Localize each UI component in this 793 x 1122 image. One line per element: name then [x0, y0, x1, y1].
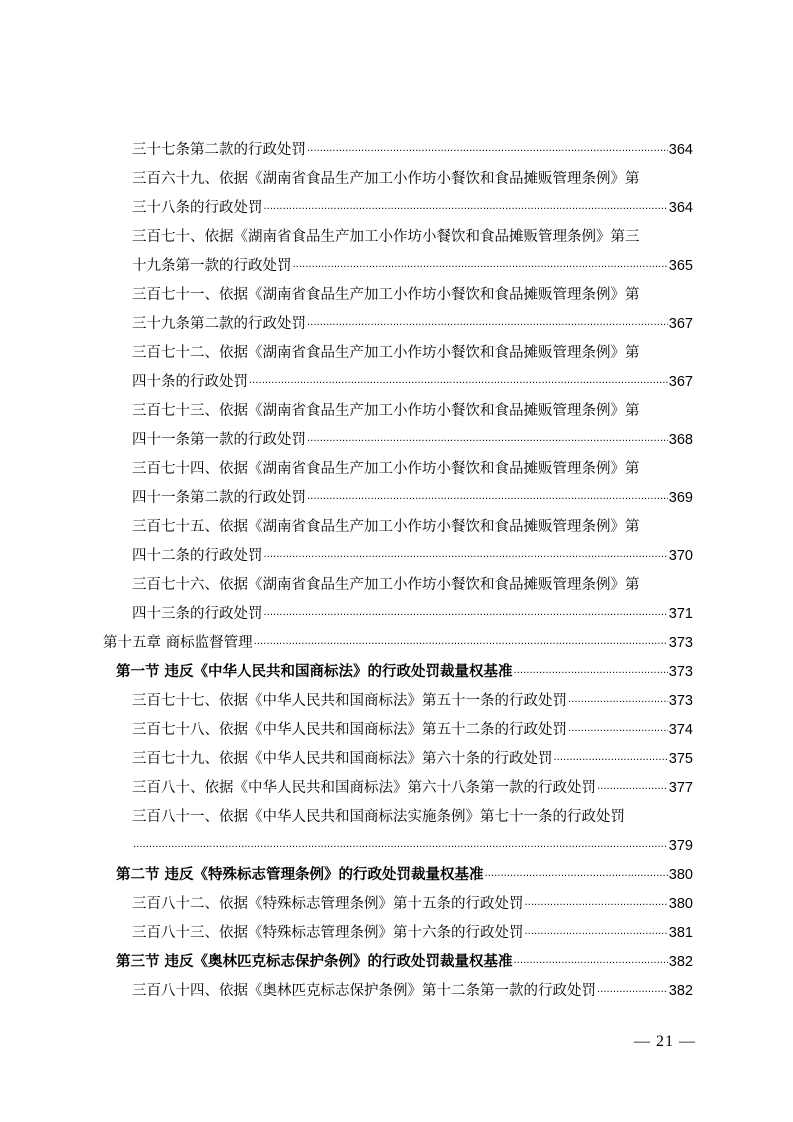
toc-entry-title: 四十一条第一款的行政处罚	[132, 432, 306, 448]
toc-entry-page: 364	[668, 142, 693, 158]
dot-leader	[254, 630, 668, 659]
toc-entry-page: 373	[668, 693, 693, 709]
toc-chapter[interactable]	[103, 629, 693, 658]
dot-leader	[307, 311, 668, 340]
toc-entry-title: 第十五章 商标监督管理	[103, 635, 253, 651]
toc-entry[interactable]	[132, 803, 693, 832]
dot-leader	[514, 949, 668, 978]
toc-entry[interactable]	[132, 281, 693, 310]
page-number: — 21 —	[634, 1033, 696, 1050]
toc-entry-page: 382	[668, 983, 693, 999]
toc-entry-title: 三十八条的行政处罚	[132, 200, 263, 216]
toc-entry-title: 三十九条第二款的行政处罚	[132, 316, 306, 332]
toc-entry-page: 377	[668, 780, 693, 796]
dot-leader	[554, 746, 668, 775]
toc-entry[interactable]	[132, 571, 693, 600]
toc-entry-page: 367	[668, 316, 693, 332]
toc-entry[interactable]	[132, 919, 693, 948]
toc-entry-title: 三百七十、依据《湖南省食品生产加工小作坊小餐饮和食品摊贩管理条例》第三	[132, 229, 640, 245]
dot-leader	[485, 862, 668, 891]
toc-section[interactable]	[116, 861, 693, 890]
toc-entry-page: 381	[668, 925, 693, 941]
toc-entry-page: 367	[668, 374, 693, 390]
toc-entry-page: 380	[668, 867, 693, 883]
toc-entry-title: 三百七十一、依据《湖南省食品生产加工小作坊小餐饮和食品摊贩管理条例》第	[132, 287, 640, 303]
dot-leader	[568, 717, 668, 746]
dot-leader	[514, 659, 668, 688]
dot-leader	[525, 920, 668, 949]
toc-entry-title: 第三节 违反《奥林匹克标志保护条例》的行政处罚裁量权基准	[116, 954, 513, 970]
toc-entry-page: 382	[668, 954, 693, 970]
dot-leader	[307, 427, 668, 456]
toc-entry-page: 379	[668, 838, 693, 854]
toc-entry-title: 三百七十六、依据《湖南省食品生产加工小作坊小餐饮和食品摊贩管理条例》第	[132, 577, 640, 593]
toc-entry[interactable]	[132, 426, 693, 455]
dot-leader	[264, 601, 668, 630]
toc-entry-page: 370	[668, 548, 693, 564]
dot-leader	[307, 137, 668, 166]
toc-entry-title: 四十二条的行政处罚	[132, 548, 263, 564]
dot-leader	[597, 775, 668, 804]
toc-entry[interactable]	[132, 890, 693, 919]
toc-entry[interactable]	[132, 339, 693, 368]
toc-section[interactable]	[116, 948, 693, 977]
toc-entry[interactable]	[132, 455, 693, 484]
dot-leader	[264, 543, 668, 572]
dot-leader	[133, 833, 668, 862]
toc-entry[interactable]	[132, 165, 693, 194]
toc-entry[interactable]	[132, 774, 693, 803]
dot-leader	[293, 253, 668, 282]
dot-leader	[307, 485, 668, 514]
toc-entry[interactable]	[132, 223, 693, 252]
toc-entry[interactable]	[132, 832, 693, 861]
dot-leader	[597, 978, 668, 1007]
toc-entry[interactable]	[132, 397, 693, 426]
toc-entry[interactable]	[132, 136, 693, 165]
toc-entry-title: 三百七十九、依据《中华人民共和国商标法》第六十条的行政处罚	[132, 751, 553, 767]
toc-entry-title: 四十条的行政处罚	[132, 374, 248, 390]
toc-entry[interactable]	[132, 252, 693, 281]
dot-leader	[264, 195, 668, 224]
toc-section[interactable]	[116, 658, 693, 687]
toc-entry-page: 373	[668, 635, 693, 651]
dot-leader	[249, 369, 668, 398]
toc-entry-title: 三百七十四、依据《湖南省食品生产加工小作坊小餐饮和食品摊贩管理条例》第	[132, 461, 640, 477]
toc-entry[interactable]	[132, 542, 693, 571]
toc-entry-page: 375	[668, 751, 693, 767]
toc-entry-title: 三百八十一、依据《中华人民共和国商标法实施条例》第七十一条的行政处罚	[132, 809, 625, 825]
toc-entry-title: 四十一条第二款的行政处罚	[132, 490, 306, 506]
toc-entry[interactable]	[132, 600, 693, 629]
toc-entry-title: 三百六十九、依据《湖南省食品生产加工小作坊小餐饮和食品摊贩管理条例》第	[132, 171, 640, 187]
toc-entry[interactable]	[132, 687, 693, 716]
toc-entry-page: 374	[668, 722, 693, 738]
toc-entry-title: 三百七十八、依据《中华人民共和国商标法》第五十二条的行政处罚	[132, 722, 567, 738]
toc-entry-title: 三十七条第二款的行政处罚	[132, 142, 306, 158]
toc-entry[interactable]	[132, 716, 693, 745]
toc-entry[interactable]	[132, 513, 693, 542]
toc-entry-title: 十九条第一款的行政处罚	[132, 258, 292, 274]
toc-entry-page: 373	[668, 664, 693, 680]
toc-entry-title: 三百七十五、依据《湖南省食品生产加工小作坊小餐饮和食品摊贩管理条例》第	[132, 519, 640, 535]
dot-leader	[525, 891, 668, 920]
toc-entry-title: 第一节 违反《中华人民共和国商标法》的行政处罚裁量权基准	[116, 664, 513, 680]
toc-entry[interactable]	[132, 310, 693, 339]
toc-entry[interactable]	[132, 484, 693, 513]
toc-entry[interactable]	[132, 977, 693, 1006]
toc-entry-title: 三百八十、依据《中华人民共和国商标法》第六十八条第一款的行政处罚	[132, 780, 596, 796]
dot-leader	[568, 688, 668, 717]
toc-entry[interactable]	[132, 194, 693, 223]
toc-entry[interactable]	[132, 745, 693, 774]
toc-entry-title: 三百七十七、依据《中华人民共和国商标法》第五十一条的行政处罚	[132, 693, 567, 709]
toc-entry-title: 三百七十二、依据《湖南省食品生产加工小作坊小餐饮和食品摊贩管理条例》第	[132, 345, 640, 361]
toc-entry-page: 364	[668, 200, 693, 216]
toc-entry-title: 三百八十四、依据《奥林匹克标志保护条例》第十二条第一款的行政处罚	[132, 983, 596, 999]
toc-entry-page: 380	[668, 896, 693, 912]
toc-entry-title: 第二节 违反《特殊标志管理条例》的行政处罚裁量权基准	[116, 867, 484, 883]
toc-entry-page: 365	[668, 258, 693, 274]
toc-entry-page: 369	[668, 490, 693, 506]
toc-entry[interactable]	[132, 368, 693, 397]
toc-entry-title: 三百八十三、依据《特殊标志管理条例》第十六条的行政处罚	[132, 925, 524, 941]
toc-entry-title: 三百八十二、依据《特殊标志管理条例》第十五条的行政处罚	[132, 896, 524, 912]
toc-entry-page: 371	[668, 606, 693, 622]
toc-entry-title: 三百七十三、依据《湖南省食品生产加工小作坊小餐饮和食品摊贩管理条例》第	[132, 403, 640, 419]
toc-entry-page: 368	[668, 432, 693, 448]
toc-entry-title: 四十三条的行政处罚	[132, 606, 263, 622]
